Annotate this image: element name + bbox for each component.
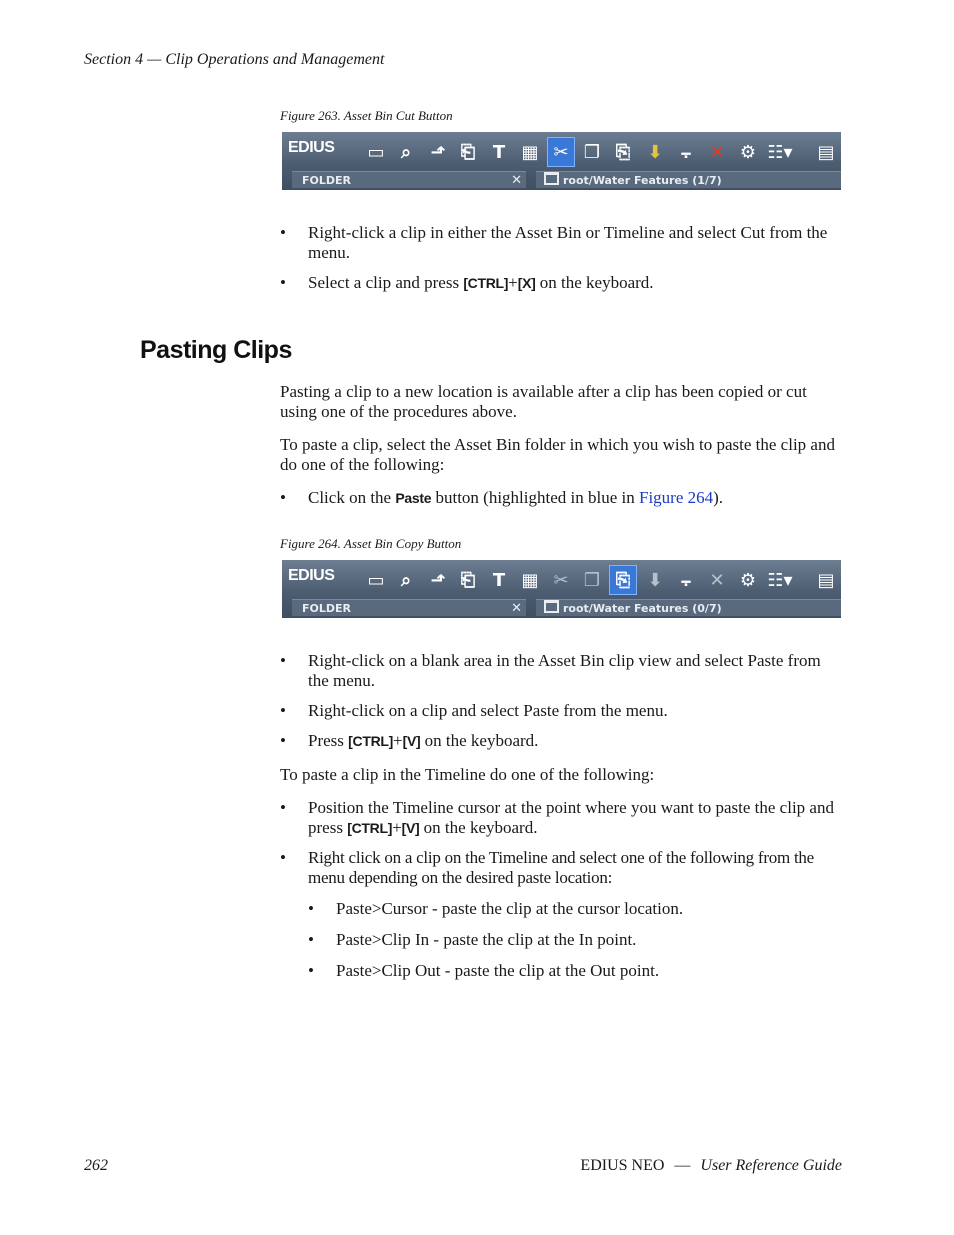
- delete-icon[interactable]: ✕: [709, 569, 725, 591]
- key-v: [V]: [401, 820, 420, 836]
- cut-icon[interactable]: ✂: [553, 569, 569, 591]
- paste-click-list: [280, 488, 842, 508]
- bin-path: [536, 171, 841, 188]
- folder-tab[interactable]: [292, 171, 526, 188]
- list-item: • Click on the Paste button (highlighted in blue in Figure 264).: [280, 488, 842, 508]
- key-ctrl: [CTRL]: [463, 275, 509, 291]
- paste-button-label: Paste: [395, 490, 432, 506]
- figure-263-caption: Figure 263. Asset Bin Cut Button: [280, 108, 453, 123]
- new-folder-icon[interactable]: ▭: [367, 569, 385, 591]
- asset-bin-paste-list: [280, 651, 842, 751]
- paste-menu-options-list: [308, 899, 842, 981]
- list-item: • Right-click on a blank area in the Asset Bin clip view and select Paste from the menu.: [280, 651, 842, 691]
- close-icon[interactable]: ✕: [511, 601, 522, 616]
- add-to-timeline-icon[interactable]: ⨪: [680, 141, 692, 163]
- folder-tab-label: FOLDER: [302, 602, 351, 615]
- add-clip-icon[interactable]: ⎗: [460, 569, 476, 591]
- edius-logo: EDIUS: [288, 567, 335, 584]
- folder-tab-label: FOLDER: [302, 174, 351, 187]
- up-folder-icon[interactable]: ⬏: [430, 141, 446, 163]
- close-icon[interactable]: ✕: [511, 173, 522, 188]
- edius-logo: EDIUS: [288, 139, 335, 156]
- new-folder-icon[interactable]: ▭: [367, 141, 385, 163]
- figure-264-toolbar: [282, 560, 841, 618]
- figure-263-toolbar: [282, 132, 841, 190]
- color-bar-icon[interactable]: ▦: [521, 141, 539, 163]
- cut-icon[interactable]: ✂: [547, 137, 575, 167]
- paste-icon[interactable]: ⎘: [609, 565, 637, 595]
- toolbox-icon[interactable]: ▤: [817, 569, 835, 591]
- folder-tab[interactable]: [292, 599, 526, 616]
- key-x: [X]: [517, 275, 536, 291]
- list-item: • Paste>Clip In - paste the clip at the In point.: [308, 930, 842, 950]
- page-number: 262: [84, 1157, 108, 1174]
- add-to-timeline-icon[interactable]: ⨪: [680, 569, 692, 591]
- paste-icon[interactable]: ⎘: [615, 141, 631, 163]
- list-item: • Right click on a clip on the Timeline and select one of the following from the menu depending on the desired paste location:: [280, 848, 842, 888]
- guide-title: User Reference Guide: [700, 1157, 842, 1174]
- bin-path: [536, 599, 841, 616]
- add-to-player-icon[interactable]: ⬇: [647, 141, 663, 163]
- bin-path-label: root/Water Features (1/7): [563, 174, 722, 187]
- figure-264-caption: Figure 264. Asset Bin Copy Button: [280, 536, 462, 551]
- list-item: • Right-click a clip in either the Asset Bin or Timeline and select Cut from the menu.: [280, 223, 842, 263]
- section-title: Pasting Clips: [140, 336, 292, 364]
- view-mode-icon[interactable]: ☷▾: [767, 141, 793, 163]
- list-item: • Position the Timeline cursor at the point where you want to paste the clip and press [CTRL]+[V] on the keyboard.: [280, 798, 842, 838]
- copy-icon[interactable]: ❐: [583, 141, 601, 163]
- key-ctrl: [CTRL]: [347, 820, 393, 836]
- figure-264-link[interactable]: Figure 264: [638, 488, 714, 507]
- properties-icon[interactable]: ⚙: [739, 569, 757, 591]
- list-item: • Right-click on a clip and select Paste from the menu.: [280, 701, 842, 721]
- search-icon[interactable]: ⌕: [400, 141, 412, 163]
- view-mode-icon[interactable]: ☷▾: [767, 569, 793, 591]
- product-name: EDIUS NEO: [580, 1157, 665, 1174]
- bin-path-label: root/Water Features (0/7): [563, 602, 722, 615]
- list-item: • Paste>Clip Out - paste the clip at the Out point.: [308, 961, 842, 981]
- add-clip-icon[interactable]: ⎗: [460, 141, 476, 163]
- paragraph: To paste a clip, select the Asset Bin folder in which you wish to paste the clip and do one of the following:: [280, 435, 835, 474]
- properties-icon[interactable]: ⚙: [739, 141, 757, 163]
- up-folder-icon[interactable]: ⬏: [430, 569, 446, 591]
- cut-bullet-list: [280, 223, 842, 293]
- timeline-paste-list: [280, 798, 842, 888]
- list-item: • Press [CTRL]+[V] on the keyboard.: [280, 731, 842, 751]
- folder-icon: [544, 600, 559, 613]
- folder-icon: [544, 172, 559, 185]
- delete-icon[interactable]: ✕: [709, 141, 725, 163]
- search-icon[interactable]: ⌕: [400, 569, 412, 591]
- list-item: • Paste>Cursor - paste the clip at the cursor location.: [308, 899, 842, 919]
- color-bar-icon[interactable]: ▦: [521, 569, 539, 591]
- list-item: • Select a clip and press [CTRL]+[X] on the keyboard.: [280, 273, 842, 293]
- running-footer: EDIUS NEO — User Reference Guide: [580, 1157, 842, 1174]
- title-icon[interactable]: T: [492, 569, 506, 591]
- key-ctrl: [CTRL]: [348, 733, 394, 749]
- paragraph: To paste a clip in the Timeline do one of the following:: [280, 765, 655, 784]
- title-icon[interactable]: T: [492, 141, 506, 163]
- copy-icon[interactable]: ❐: [583, 569, 601, 591]
- key-v: [V]: [402, 733, 421, 749]
- toolbox-icon[interactable]: ▤: [817, 141, 835, 163]
- running-header: Section 4 — Clip Operations and Management: [84, 51, 385, 68]
- paragraph: Pasting a clip to a new location is available after a clip has been copied or cut using one of the procedures above.: [280, 382, 807, 421]
- add-to-player-icon[interactable]: ⬇: [647, 569, 663, 591]
